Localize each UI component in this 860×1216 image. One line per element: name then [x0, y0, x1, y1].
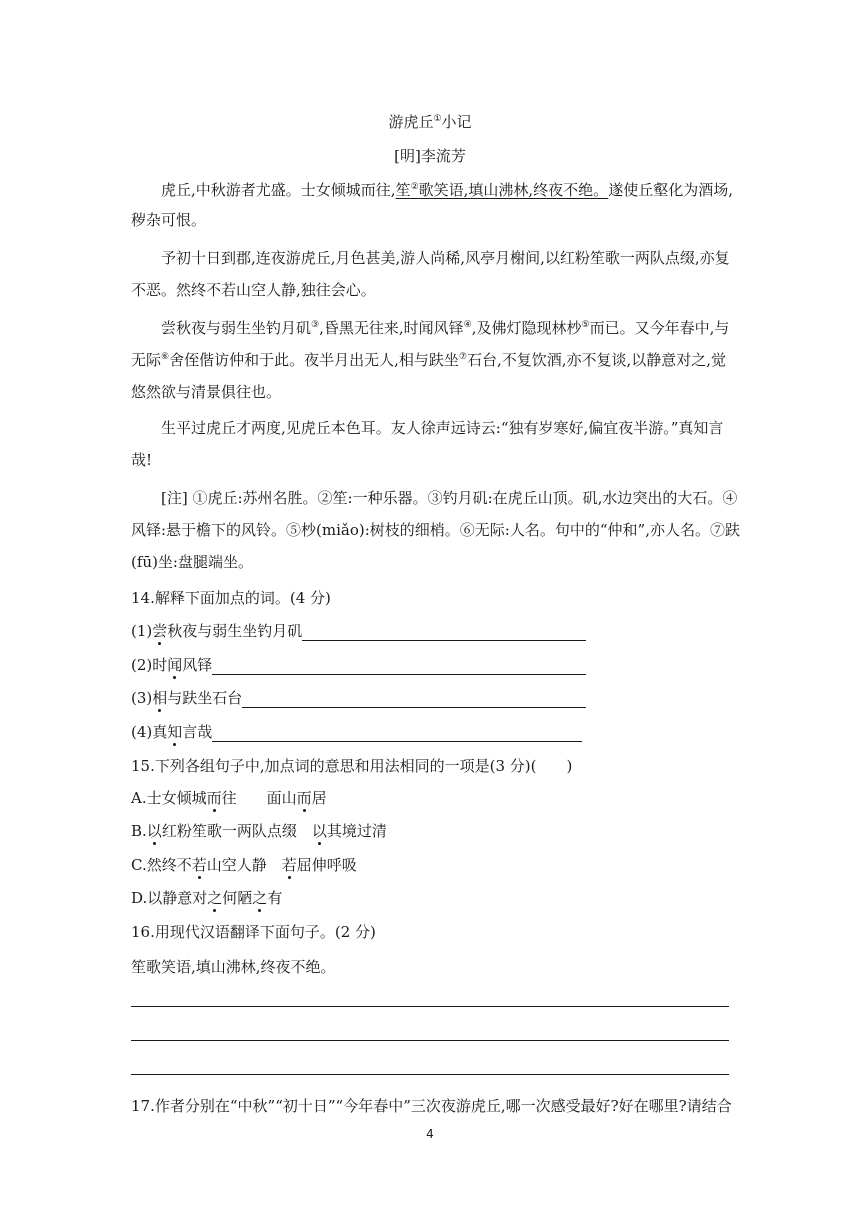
question-14-item-1: (1)尝秋夜与弱生坐钓月矶 [131, 621, 586, 641]
option-a[interactable]: A.士女倾城而往 面山而居 [131, 789, 327, 807]
answer-blank-4[interactable] [212, 725, 582, 742]
paragraph-2-line-2: 不恶。然终不若山空人静,独往会心。 [131, 281, 376, 299]
answer-line-1[interactable] [131, 1006, 729, 1007]
question-14-item-2: (2)时闻风铎 [131, 655, 586, 675]
paragraph-3-line-3: 悠然欲与清景俱往也。 [131, 383, 282, 401]
answer-blank-1[interactable] [302, 624, 586, 641]
paragraph-4-line-1: 生平过虎丘才两度,见虎丘本色耳。友人徐声远诗云:“独有岁寒好,偏宜夜半游。”真知言 [161, 419, 724, 437]
passage-title: 游虎丘①小记 [388, 113, 472, 131]
paragraph-3-line-1: 尝秋夜与弱生坐钓月矶③,昏黑无往来,时闻风铎④,及佛灯隐现林杪⑤而已。又今年春中,与 [161, 319, 730, 337]
notes-line-3: (fū)坐:盘腿端坐。 [131, 553, 253, 571]
option-c[interactable]: C.然终不若山空人静 若屈伸呼吸 [131, 856, 357, 874]
option-b[interactable]: B.以红粉笙歌一两队点缀 以其境过清 [131, 822, 387, 840]
notes-line-2: 风铎:悬于檐下的风铃。⑤杪(miǎo):树枝的细梢。⑥无际:人名。句中的“仲和”,亦人名。⑦趺 [131, 521, 740, 539]
question-16-stem: 16.用现代汉语翻译下面句子。(2 分) [131, 923, 376, 941]
option-d[interactable]: D.以静意对之何陋之有 [131, 889, 283, 907]
answer-blank-2[interactable] [212, 658, 586, 675]
page-number: 4 [426, 1127, 434, 1141]
answer-line-2[interactable] [131, 1040, 729, 1041]
answer-blank-3[interactable] [242, 691, 586, 708]
question-14-item-4: (4)真知言哉 [131, 722, 582, 742]
answer-line-3[interactable] [131, 1074, 729, 1075]
paragraph-1-line-1: 虎丘,中秋游者尤盛。士女倾城而往,笙②歌笑语,填山沸林,终夜不绝。遂使丘壑化为酒场, [161, 181, 733, 199]
paragraph-4-line-2: 哉! [131, 451, 153, 469]
notes-line-1: [注] ①虎丘:苏州名胜。②笙:一种乐器。③钓月矶:在虎丘山顶。矶,水边突出的大石。④ [161, 489, 738, 507]
passage-author: [明]李流芳 [394, 147, 466, 165]
paragraph-2-line-1: 予初十日到郡,连夜游虎丘,月色甚美,游人尚稀,风亭月榭间,以红粉笙歌一两队点缀,亦复 [161, 249, 730, 267]
paragraph-3-line-2: 无际⑥舍侄偕访仲和于此。夜半月出无人,相与趺坐⑦石台,不复饮酒,亦不复谈,以静意对之,觉 [131, 351, 727, 369]
paragraph-1-line-2: 秽杂可恨。 [131, 211, 207, 229]
question-15-stem: 15.下列各组句子中,加点词的意思和用法相同的一项是(3 分)( ) [131, 757, 573, 775]
question-14-stem: 14.解释下面加点的词。(4 分) [131, 589, 331, 607]
question-14-item-3: (3)相与趺坐石台 [131, 688, 586, 708]
question-16-sentence: 笙歌笑语,填山沸林,终夜不绝。 [131, 958, 336, 976]
question-17-stem: 17.作者分别在“中秋”“初十日”“今年春中”三次夜游虎丘,哪一次感受最好?好在哪里?请结合 [131, 1097, 732, 1115]
